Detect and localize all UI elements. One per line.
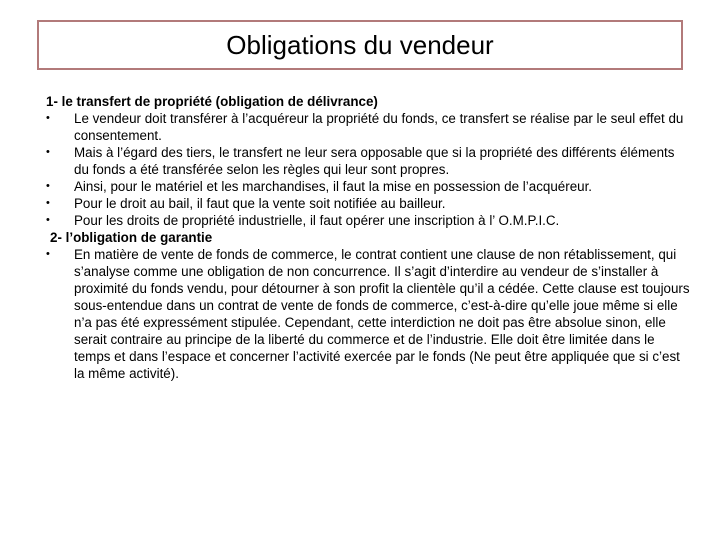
bullet-icon: •: [46, 248, 50, 260]
list-item: [46, 246, 692, 382]
title-box: [37, 20, 683, 70]
list-item-text: En matière de vente de fonds de commerce, le contrat contient une clause de non rétablissement, qui s’analyse comme une obligation de non concurrence. Il s’agit d’interdire au vendeur de s’installer à proximité du fonds vendu, pour détourner à son profit la clientèle qu’il a cédée. Cette clause est toujours sous-entendue dans un contrat de vente de fonds de commerce, c’est-à-dire qu’elle joue même si elle n’a pas été expressément stipulée. Cependant, cette interdiction ne doit pas être absolue sinon, elle serait contraire au principe de la liberté du commerce et de l’industrie. Elle doit être limitée dans le temps et dans l’espace et concerner l’activité exercée par le fonds (Ne peut être appliquée que si c’est la même activité).: [74, 247, 690, 381]
list-item: [46, 212, 692, 229]
list-item: [46, 110, 692, 144]
list-item-text: Pour le droit au bail, il faut que la vente soit notifiée au bailleur.: [74, 196, 446, 211]
bullet-icon: •: [46, 180, 50, 192]
list-item: [46, 144, 692, 178]
section-heading-garantie: 2- l’obligation de garantie: [50, 230, 213, 245]
bullet-icon: •: [46, 146, 50, 158]
list-item: [46, 178, 692, 195]
list-item: [46, 195, 692, 212]
slide-title: Obligations du vendeur: [226, 30, 494, 60]
bullet-icon: •: [46, 197, 50, 209]
bullet-icon: •: [46, 214, 50, 226]
bullet-icon: •: [46, 112, 50, 124]
list-item-text: Pour les droits de propriété industrielle, il faut opérer une inscription à l’ O.M.P.I.C.: [74, 213, 560, 228]
list-item-text: Le vendeur doit transférer à l’acquéreur la propriété du fonds, ce transfert se réalise par le seul effet du consentement.: [74, 111, 684, 143]
list-item-text: Mais à l’égard des tiers, le transfert ne leur sera opposable que si la propriété des différents éléments du fonds a été transférée selon les règles qui leur sont propres.: [74, 145, 675, 177]
garantie-bullet-list: [46, 246, 692, 382]
transfert-bullet-list: [46, 110, 692, 229]
slide-content: [46, 93, 692, 382]
section-heading-transfert: 1- le transfert de propriété (obligation de délivrance): [46, 94, 378, 109]
list-item-text: Ainsi, pour le matériel et les marchandises, il faut la mise en possession de l’acquéreur.: [74, 179, 593, 194]
